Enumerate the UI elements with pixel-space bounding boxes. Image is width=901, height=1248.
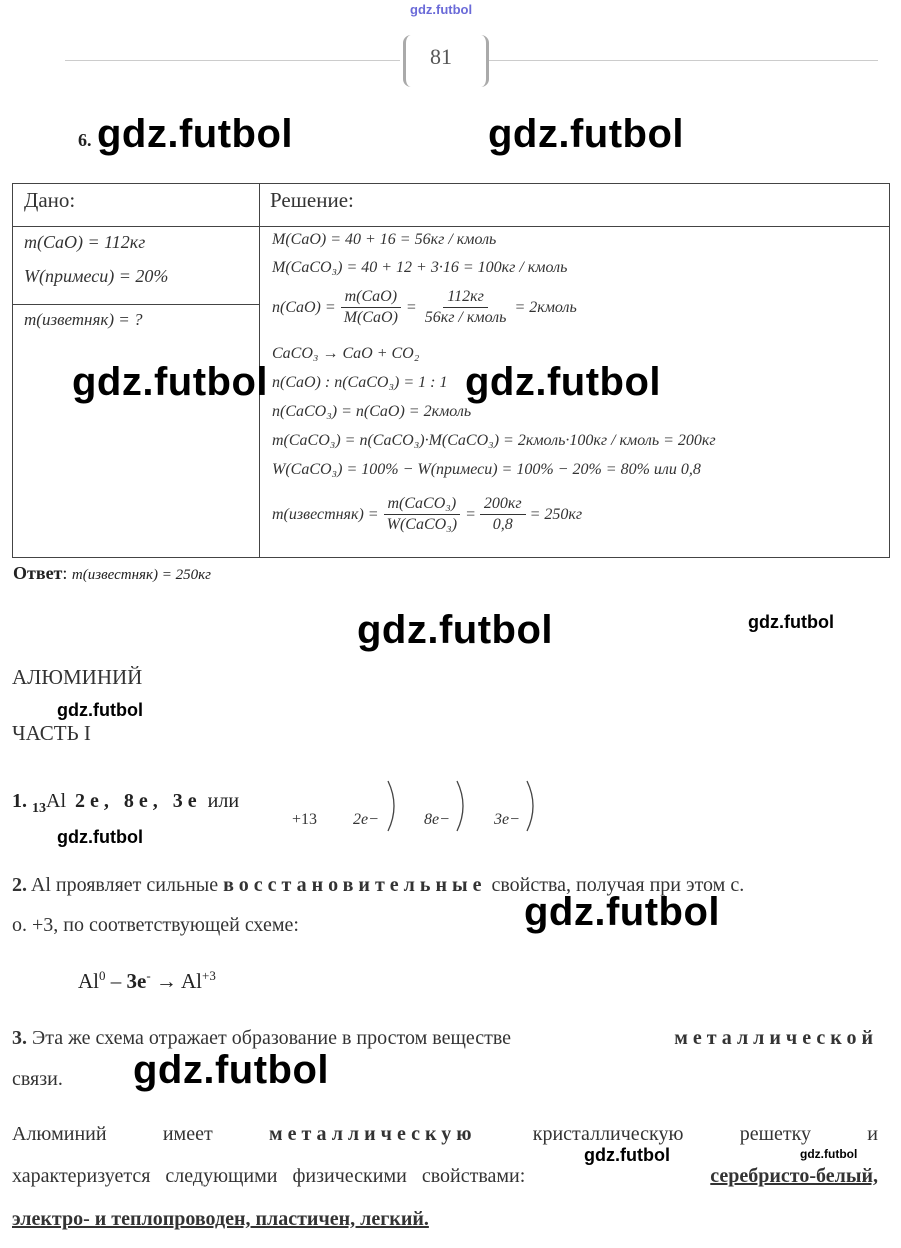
watermark: gdz.futbol: [524, 890, 721, 934]
para-keyword: металлическую: [268, 1123, 477, 1145]
para-text: характеризуется следующими физическими свойствами:: [12, 1165, 526, 1187]
para-properties: серебристо-белый,: [710, 1165, 878, 1187]
watermark: gdz.futbol: [97, 112, 294, 156]
q2-text: Al проявляет сильные: [30, 874, 219, 896]
watermark-small: gdz.futbol: [57, 700, 143, 720]
shell-electrons: 8e−: [424, 811, 450, 828]
para-word: решетку: [739, 1123, 812, 1145]
q1-e1: 2 е ,: [75, 790, 109, 812]
solution-line: m(CaCO₃) = n(CaCO₃)·M(CaCO₃) = 2кмоль·100кг / кмоль = 200кг: [272, 432, 716, 449]
frac-rhs: = 2кмоль: [514, 298, 577, 316]
find-limestone: m(изветняк) = ?: [24, 310, 143, 329]
q3-line2: связи.: [12, 1068, 63, 1090]
para-word: и: [867, 1123, 878, 1145]
answer: [13, 563, 211, 584]
task-number: 6.: [78, 130, 92, 150]
fraction: [340, 287, 402, 328]
q1-mass-number: 13: [32, 801, 46, 816]
solution-line: n(CaO) : n(CaCO₃) = 1 : 1: [272, 374, 448, 391]
electron-shell-diagram: [285, 775, 545, 840]
q1-number: 1.: [12, 790, 27, 812]
fraction: [383, 494, 461, 535]
scheme-sup: 0: [99, 968, 106, 983]
solution-line-fraction: [272, 494, 582, 535]
scheme-part: → Al: [150, 969, 203, 993]
page-number: 81: [430, 44, 452, 69]
watermark-tiny: gdz.futbol: [800, 1147, 858, 1161]
frac-den: M(CaO): [343, 309, 398, 326]
answer-value: m(известняк) = 250кг: [71, 567, 211, 583]
frac-lhs: m(известняк) =: [272, 505, 379, 523]
q1-element: Al: [46, 790, 66, 812]
frac-den: 56кг / кмоль: [424, 309, 507, 326]
fraction: [421, 287, 511, 328]
oxidation-scheme: [78, 968, 216, 994]
para-word: имеет: [162, 1123, 213, 1145]
equals-sign: =: [405, 298, 417, 316]
shell-electrons: 2e−: [353, 811, 379, 828]
shell-electrons: 3e−: [494, 811, 520, 828]
q2-keyword: восстановительные: [223, 874, 487, 896]
answer-colon: :: [62, 563, 72, 583]
solution-line: CaCO₃ → CaO + CO₂: [272, 345, 420, 362]
scheme-electrons: 3e: [126, 969, 147, 993]
frac-num: 200кг: [480, 494, 526, 515]
scheme-sup: +3: [202, 968, 216, 983]
para-line3: электро- и теплопроводен, пластичен, легкий.: [12, 1208, 429, 1230]
shell-arc-3: [527, 781, 533, 831]
given-mass-cao: m(CaO) = 112кг: [24, 232, 146, 252]
frac-lhs: n(CaO) =: [272, 298, 336, 316]
watermark-small: gdz.futbol: [748, 612, 834, 632]
frac-rhs: = 250кг: [529, 505, 583, 523]
watermark-small: gdz.futbol: [584, 1145, 670, 1165]
frac-num: m(CaO): [341, 287, 401, 308]
solution-line: M(CaCO₃) = 40 + 12 + 3·16 = 100кг / кмоль: [272, 259, 568, 276]
q3-text: Эта же схема отражает образование в простом веществе: [32, 1027, 512, 1049]
nucleus-charge: +13: [292, 811, 318, 828]
frac-den: W(CaCO₃): [386, 516, 458, 533]
q3-number: 3.: [12, 1027, 27, 1049]
solution-line-fraction: [272, 287, 577, 328]
solution-line: M(CaO) = 40 + 16 = 56кг / кмоль: [272, 231, 497, 248]
table-border-top: [12, 183, 890, 184]
watermark-small: gdz.futbol: [57, 827, 143, 847]
header-rule-right: [488, 60, 878, 61]
q1-e3: 3 е: [172, 790, 197, 812]
shell-arc-2: [457, 781, 463, 831]
site-watermark-top: gdz.futbol: [410, 2, 473, 17]
q3-keyword: металлической: [674, 1027, 878, 1049]
watermark: gdz.futbol: [133, 1048, 330, 1092]
fraction: [480, 494, 526, 535]
scheme-part: Al: [78, 969, 99, 993]
watermark: gdz.futbol: [488, 112, 685, 156]
para-word: Алюминий: [12, 1123, 107, 1145]
frac-num: m(CaCO₃): [384, 494, 461, 515]
q1-line: [12, 790, 239, 817]
q2-number: 2.: [12, 874, 27, 896]
watermark: gdz.futbol: [357, 608, 554, 652]
table-border-bottom: [12, 557, 890, 558]
answer-label: Ответ: [13, 563, 63, 583]
para-line1: [12, 1123, 878, 1146]
frac-den: 0,8: [492, 516, 513, 533]
given-impurity: W(примеси) = 20%: [24, 266, 169, 286]
section-title: АЛЮМИНИЙ: [12, 665, 143, 689]
solution-line: W(CaCO₃) = 100% − W(примеси) = 100% − 20% = 80% или 0,8: [272, 461, 701, 478]
table-header-rule: [12, 226, 890, 227]
q1-e2: 8 е ,: [123, 790, 158, 812]
para-word: кристаллическую: [532, 1123, 684, 1145]
q2-text: свойства, получая при этом с.: [491, 874, 745, 896]
q2-line2: о. +3, по соответствующей схеме:: [12, 914, 299, 936]
q1-or: или: [207, 790, 240, 812]
scheme-part: –: [105, 969, 127, 993]
solution-header: Решение:: [270, 188, 354, 212]
equals-sign: =: [465, 505, 476, 523]
watermark: gdz.futbol: [72, 360, 269, 404]
shell-arc-1: [388, 781, 394, 831]
para-line2: [12, 1165, 878, 1188]
scheme-sup: -: [146, 968, 151, 983]
q3-line1: [12, 1027, 878, 1050]
table-given-rule: [12, 304, 260, 305]
given-header: Дано:: [24, 188, 76, 212]
table-border-left: [12, 183, 13, 558]
section-part: ЧАСТЬ I: [12, 721, 91, 745]
frac-num: 112кг: [443, 287, 488, 308]
solution-line: n(CaCO₃) = n(CaO) = 2кмоль: [272, 403, 472, 420]
table-border-right: [889, 183, 890, 558]
watermark: gdz.futbol: [465, 360, 662, 404]
header-rule-left: [65, 60, 400, 61]
